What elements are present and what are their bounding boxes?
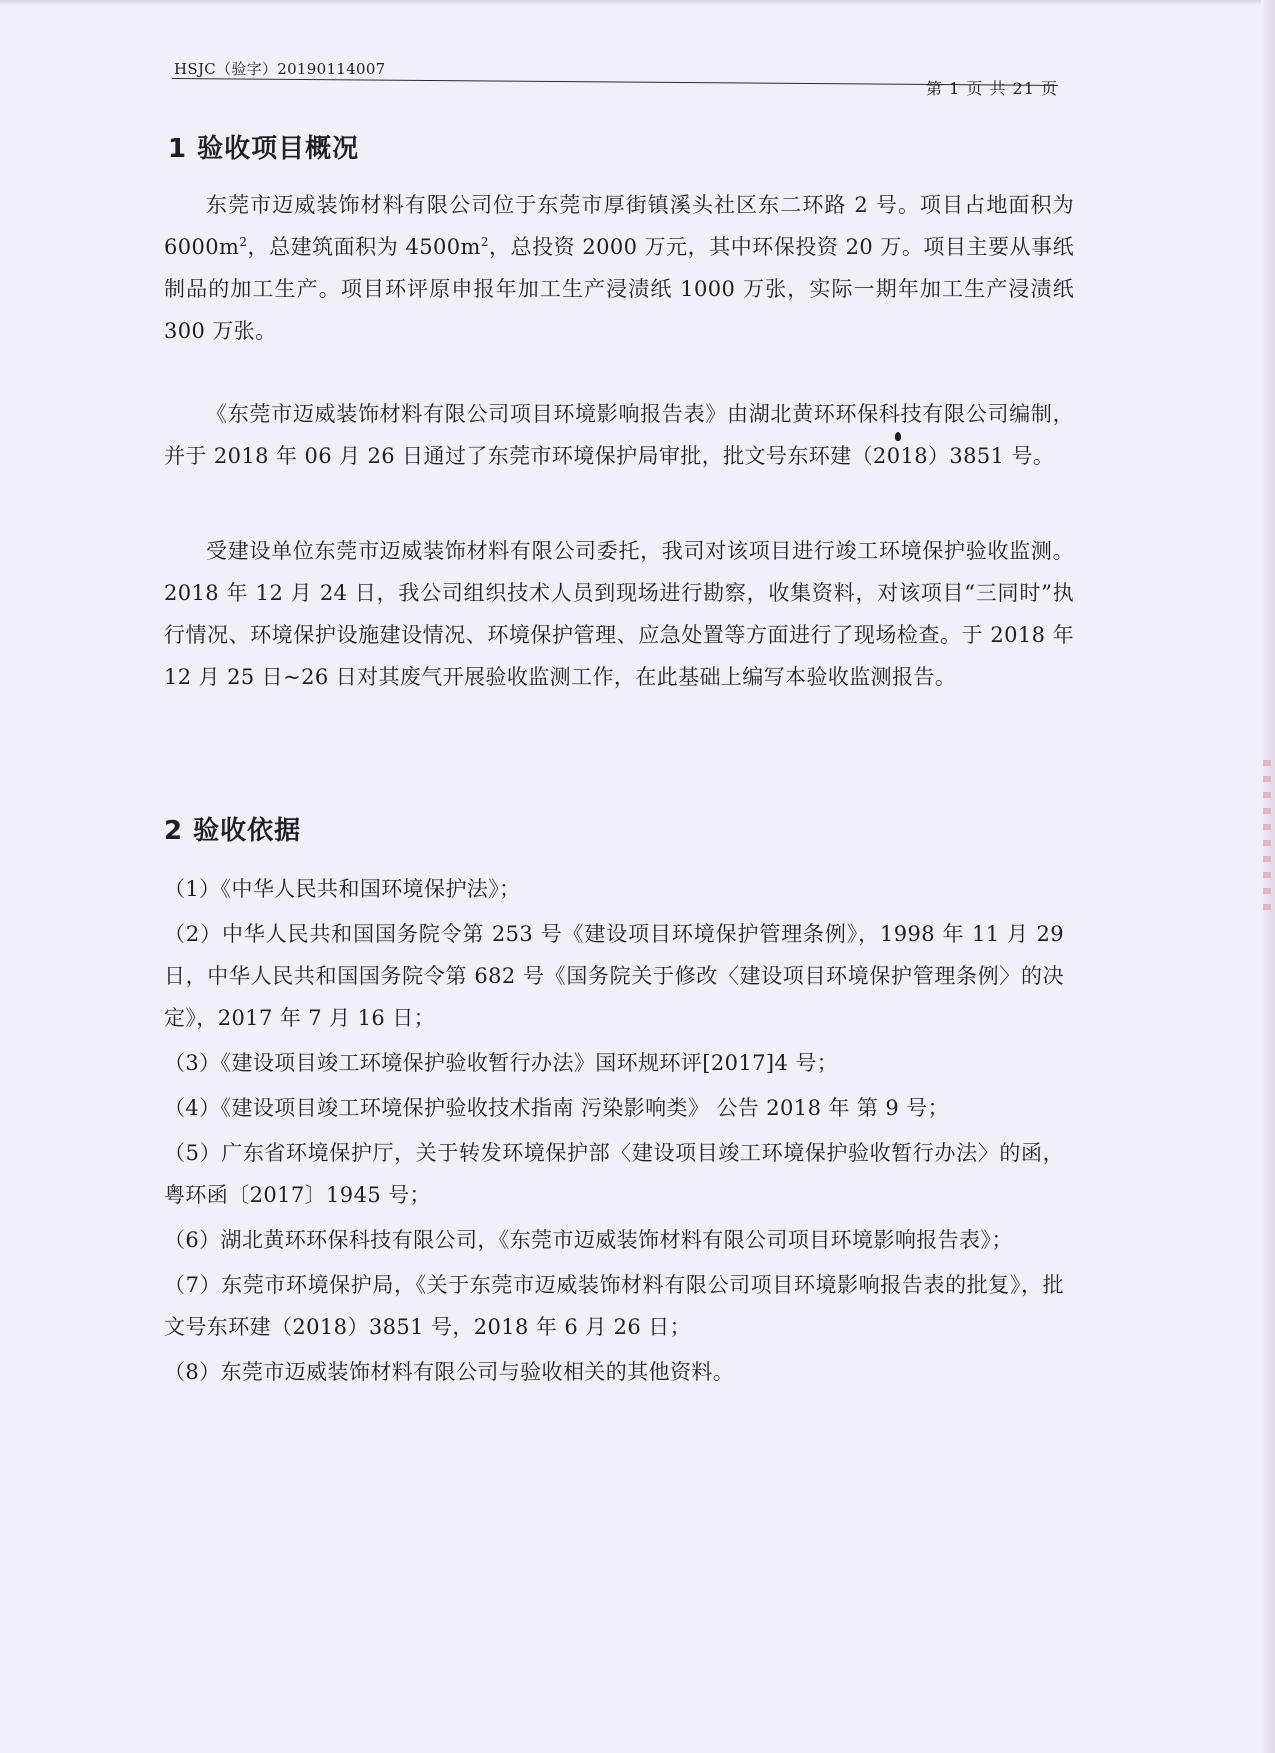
document-id: HSJC（验字）20190114007 [174, 60, 386, 78]
superscript-2: 2 [480, 235, 489, 249]
list-item: （6）湖北黄环环保科技有限公司，《东莞市迈威装饰材料有限公司项目环境影响报告表》； [164, 1228, 1013, 1252]
page-number: 第 1 页 共 21 页 [926, 79, 1058, 98]
section-1-paragraph-2: 《东莞市迈威装饰材料有限公司项目环境影响报告表》由湖北黄环环保科技有限公司编制，并于 2018 年 06 月 26 日通过了东莞市环境保护局审批，批文号东环建（2018）3851 号。 [164, 402, 1074, 468]
para1-text-c: ，总投资 2000 万元，其中环保投资 20 万。项目主要从事纸制品的加工生产。项目环评原申报年加工生产浸渍纸 1000 万张，实际一期年加工生产浸渍纸 300 万张。 [164, 235, 1075, 343]
superscript-2: 2 [239, 235, 248, 249]
section-2-title: 2 验收依据 [164, 816, 302, 846]
list-item: （7）东莞市环境保护局，《关于东莞市迈威装饰材料有限公司项目环境影响报告表的批复》，批文号东环建（2018）3851 号，2018 年 6 月 26 日； [164, 1273, 1064, 1339]
page-header [172, 58, 1058, 98]
para1-text-a: 东莞市迈威装饰材料有限公司位于东莞市厚街镇溪头社区东二环路 2 号。项目占地面积为 6000m [164, 193, 1074, 259]
section-1-paragraph-3: 受建设单位东莞市迈威装饰材料有限公司委托，我司对该项目进行竣工环境保护验收监测。2018 年 12 月 24 日，我公司组织技术人员到现场进行勘察，收集资料，对该项目“三同时”执行情况、环境保护设施建设情况、环境保护管理、应急处置等方面进行了现场检查。于 2018 年 12 月 25 日~26 日对其废气开展验收监测工作，在此基础上编写本验收监测报告。 [164, 539, 1074, 689]
section-1-title: 1 验收项目概况 [168, 134, 360, 164]
scan-edge-top [0, 0, 1275, 6]
seal-edge-mark [1263, 760, 1271, 910]
section-1-paragraph-1 [164, 184, 1074, 352]
para1-text-b: ，总建筑面积为 4500m [247, 235, 481, 259]
list-item: （3）《建设项目竣工环境保护验收暂行办法》国环规环评[2017]4 号； [164, 1051, 839, 1075]
list-item: （4）《建设项目竣工环境保护验收技术指南 污染影响类》 公告 2018 年 第 9 号； [164, 1096, 949, 1120]
list-item: （8）东莞市迈威装饰材料有限公司与验收相关的其他资料。 [164, 1360, 735, 1384]
list-item: （2）中华人民共和国国务院令第 253 号《建设项目环境保护管理条例》，1998 年 11 月 29 日，中华人民共和国国务院令第 682 号《国务院关于修改〈建设项目环境保护管理条例〉的决定》，2017 年 7 月 16 日； [164, 922, 1064, 1030]
ink-dot-mark [895, 432, 901, 441]
list-item: （1）《中华人民共和国环境保护法》； [164, 877, 521, 901]
list-item: （5）广东省环境保护厅，关于转发环境保护部〈建设项目竣工环境保护验收暂行办法〉的函，粤环函〔2017〕1945 号； [164, 1141, 1064, 1207]
basis-list [164, 868, 1064, 1396]
